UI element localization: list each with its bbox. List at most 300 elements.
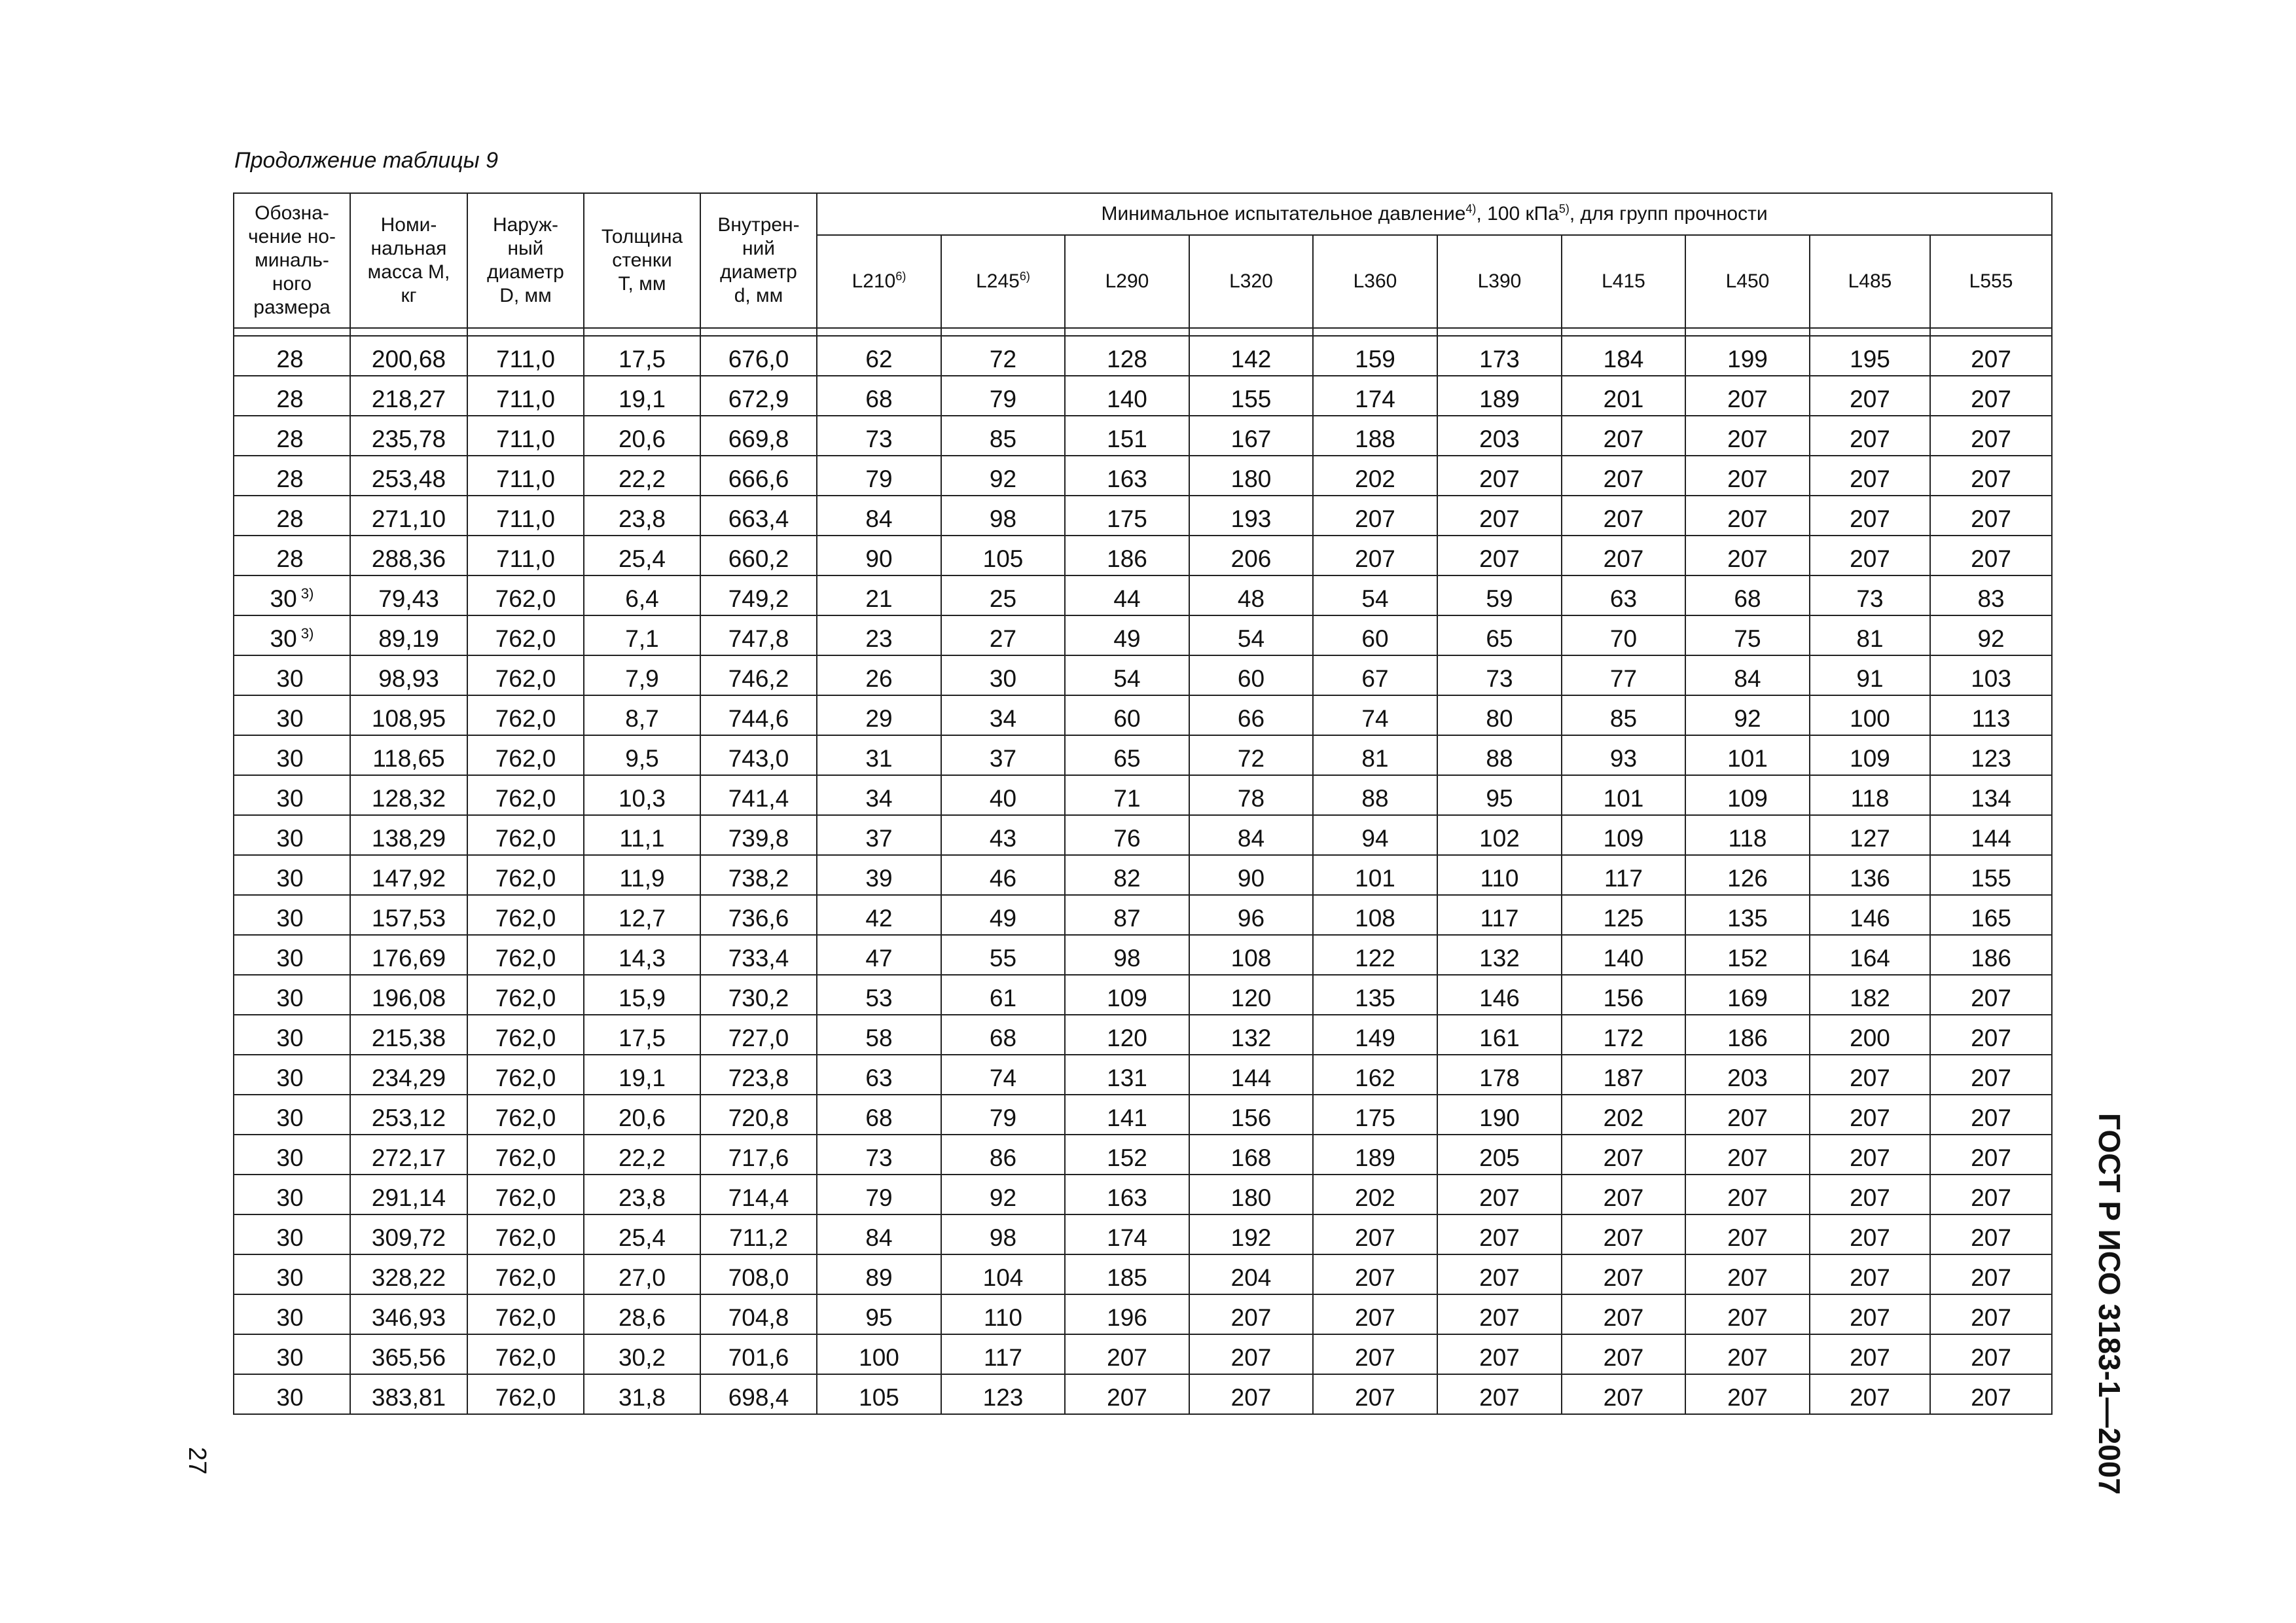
table-cell: 743,0 <box>700 735 817 775</box>
table-cell: 215,38 <box>350 1015 467 1055</box>
table-cell: 73 <box>1810 575 1930 615</box>
table-row <box>234 655 2052 695</box>
header-size: Обозна- чение но- миналь- ного размера <box>234 193 350 328</box>
table-cell: 79,43 <box>350 575 467 615</box>
size-cell: 30 <box>234 1015 350 1055</box>
table-cell: 207 <box>1562 1374 1685 1414</box>
table-cell: 101 <box>1685 735 1810 775</box>
grade-header-cell: L290 <box>1065 235 1189 328</box>
table-cell: 87 <box>1065 895 1189 935</box>
table-cell: 207 <box>1313 1214 1437 1254</box>
document-code: ГОСТ Р ИСО 3183-1—2007 <box>2092 1113 2126 1495</box>
table-cell: 68 <box>817 1095 941 1135</box>
table-row <box>234 895 2052 935</box>
table-cell: 74 <box>1313 695 1437 735</box>
table-cell: 88 <box>1437 735 1562 775</box>
table-cell: 717,6 <box>700 1135 817 1175</box>
table-cell: 200,68 <box>350 336 467 376</box>
table-cell: 207 <box>1810 1135 1930 1175</box>
table-cell: 271,10 <box>350 496 467 536</box>
table-cell: 61 <box>941 975 1065 1015</box>
table-cell: 83 <box>1930 575 2052 615</box>
table-cell: 122 <box>1313 935 1437 975</box>
table-cell: 711,0 <box>467 496 584 536</box>
table-cell: 207 <box>1562 1214 1685 1254</box>
table-cell: 123 <box>1930 735 2052 775</box>
table-cell: 762,0 <box>467 855 584 895</box>
size-cell: 30 <box>234 1294 350 1334</box>
table-cell: 207 <box>1810 1334 1930 1374</box>
table-cell: 207 <box>1313 1334 1437 1374</box>
table-cell: 60 <box>1065 695 1189 735</box>
table-cell: 42 <box>817 895 941 935</box>
table-cell: 730,2 <box>700 975 817 1015</box>
table-cell: 186 <box>1930 935 2052 975</box>
table-cell: 100 <box>1810 695 1930 735</box>
table-cell: 92 <box>1685 695 1810 735</box>
table-cell: 63 <box>1562 575 1685 615</box>
table-cell: 720,8 <box>700 1095 817 1135</box>
table-cell: 190 <box>1437 1095 1562 1135</box>
table-cell: 117 <box>1562 855 1685 895</box>
table-cell: 108,95 <box>350 695 467 735</box>
size-cell: 30 <box>234 1175 350 1214</box>
grade-header-cell: L320 <box>1189 235 1313 328</box>
table-row <box>234 1334 2052 1374</box>
table-cell: 65 <box>1437 615 1562 655</box>
table-cell: 20,6 <box>584 1095 700 1135</box>
table-cell: 207 <box>1930 1135 2052 1175</box>
table-cell: 738,2 <box>700 855 817 895</box>
header-wall-thickness: Толщина стенки T, мм <box>584 193 700 328</box>
table-cell: 79 <box>941 376 1065 416</box>
table-cell: 131 <box>1065 1055 1189 1095</box>
table-cell: 22,2 <box>584 456 700 496</box>
table-cell: 711,0 <box>467 376 584 416</box>
table-cell: 82 <box>1065 855 1189 895</box>
table-cell: 89 <box>817 1254 941 1294</box>
table-cell: 58 <box>817 1015 941 1055</box>
table-cell: 85 <box>1562 695 1685 735</box>
table-cell: 207 <box>1313 496 1437 536</box>
size-cell: 30 <box>234 1095 350 1135</box>
table-cell: 711,0 <box>467 416 584 456</box>
table-cell: 762,0 <box>467 1214 584 1254</box>
table-cell: 207 <box>1313 536 1437 575</box>
table-cell: 151 <box>1065 416 1189 456</box>
table-cell: 207 <box>1810 1374 1930 1414</box>
pressure-table <box>233 192 2053 1415</box>
table-cell: 28,6 <box>584 1294 700 1334</box>
table-cell: 207 <box>1685 1095 1810 1135</box>
table-cell: 698,4 <box>700 1374 817 1414</box>
table-cell: 207 <box>1562 456 1685 496</box>
table-cell: 84 <box>817 1214 941 1254</box>
page-number: 27 <box>183 1447 211 1475</box>
table-cell: 207 <box>1930 336 2052 376</box>
table-cell: 207 <box>1685 1214 1810 1254</box>
table-cell: 11,1 <box>584 815 700 855</box>
table-cell: 291,14 <box>350 1175 467 1214</box>
table-cell: 176,69 <box>350 935 467 975</box>
table-cell: 30,2 <box>584 1334 700 1374</box>
table-cell: 29 <box>817 695 941 735</box>
table-cell: 714,4 <box>700 1175 817 1214</box>
table-cell: 365,56 <box>350 1334 467 1374</box>
table-cell: 207 <box>1437 1374 1562 1414</box>
table-cell: 207 <box>1685 1175 1810 1214</box>
table-cell: 201 <box>1562 376 1685 416</box>
table-cell: 207 <box>1930 1015 2052 1055</box>
table-cell: 235,78 <box>350 416 467 456</box>
table-cell: 762,0 <box>467 1015 584 1055</box>
table-cell: 203 <box>1685 1055 1810 1095</box>
table-cell: 207 <box>1189 1374 1313 1414</box>
table-cell: 117 <box>941 1334 1065 1374</box>
table-cell: 207 <box>1930 1095 2052 1135</box>
table-cell: 207 <box>1810 1055 1930 1095</box>
table-cell: 71 <box>1065 775 1189 815</box>
table-cell: 89,19 <box>350 615 467 655</box>
table-cell: 132 <box>1189 1015 1313 1055</box>
table-cell: 747,8 <box>700 615 817 655</box>
grade-header-cell: L360 <box>1313 235 1437 328</box>
table-cell: 207 <box>1930 1254 2052 1294</box>
table-cell: 156 <box>1189 1095 1313 1135</box>
table-cell: 207 <box>1562 416 1685 456</box>
table-row <box>234 1135 2052 1175</box>
table-cell: 98 <box>1065 935 1189 975</box>
table-cell: 68 <box>1685 575 1810 615</box>
table-cell: 10,3 <box>584 775 700 815</box>
size-cell: 30 <box>234 1214 350 1254</box>
table-cell: 207 <box>1810 376 1930 416</box>
table-cell: 762,0 <box>467 655 584 695</box>
table-row <box>234 456 2052 496</box>
table-cell: 68 <box>817 376 941 416</box>
table-cell: 110 <box>1437 855 1562 895</box>
table-cell: 157,53 <box>350 895 467 935</box>
table-cell: 142 <box>1189 336 1313 376</box>
table-cell: 155 <box>1930 855 2052 895</box>
size-cell: 30 <box>234 855 350 895</box>
table-cell: 15,9 <box>584 975 700 1015</box>
table-row <box>234 1374 2052 1414</box>
table-cell: 660,2 <box>700 536 817 575</box>
size-cell: 30 <box>234 735 350 775</box>
table-cell: 128,32 <box>350 775 467 815</box>
table-cell: 25 <box>941 575 1065 615</box>
table-cell: 21 <box>817 575 941 615</box>
table-cell: 159 <box>1313 336 1437 376</box>
table-cell: 43 <box>941 815 1065 855</box>
table-cell: 711,0 <box>467 336 584 376</box>
table-cell: 39 <box>817 855 941 895</box>
size-cell: 28 <box>234 496 350 536</box>
table-cell: 90 <box>1189 855 1313 895</box>
table-cell: 165 <box>1930 895 2052 935</box>
table-cell: 152 <box>1065 1135 1189 1175</box>
table-cell: 708,0 <box>700 1254 817 1294</box>
table-cell: 207 <box>1685 1254 1810 1294</box>
size-cell: 30 <box>234 1254 350 1294</box>
table-cell: 23 <box>817 615 941 655</box>
table-cell: 253,12 <box>350 1095 467 1135</box>
table-row <box>234 416 2052 456</box>
table-cell: 105 <box>941 536 1065 575</box>
table-cell: 110 <box>941 1294 1065 1334</box>
grade-header-cell: L390 <box>1437 235 1562 328</box>
table-cell: 23,8 <box>584 1175 700 1214</box>
table-cell: 207 <box>1810 1175 1930 1214</box>
table-cell: 288,36 <box>350 536 467 575</box>
table-cell: 136 <box>1810 855 1930 895</box>
size-cell: 28 <box>234 376 350 416</box>
table-cell: 49 <box>941 895 1065 935</box>
table-cell: 85 <box>941 416 1065 456</box>
table-cell: 108 <box>1189 935 1313 975</box>
table-cell: 180 <box>1189 456 1313 496</box>
table-cell: 48 <box>1189 575 1313 615</box>
table-cell: 207 <box>1313 1254 1437 1294</box>
table-cell: 192 <box>1189 1214 1313 1254</box>
table-cell: 202 <box>1313 1175 1437 1214</box>
table-row <box>234 1254 2052 1294</box>
table-cell: 762,0 <box>467 975 584 1015</box>
grade-header-cell: L245$^{6)}$ <box>941 235 1065 328</box>
table-cell: 172 <box>1562 1015 1685 1055</box>
table-cell: 746,2 <box>700 655 817 695</box>
table-cell: 65 <box>1065 735 1189 775</box>
table-cell: 62 <box>817 336 941 376</box>
table-cell: 109 <box>1065 975 1189 1015</box>
table-cell: 161 <box>1437 1015 1562 1055</box>
table-cell: 92 <box>941 1175 1065 1214</box>
size-cell: 28 <box>234 416 350 456</box>
table-cell: 84 <box>817 496 941 536</box>
table-cell: 762,0 <box>467 1055 584 1095</box>
header-outer-diameter: Наруж- ный диаметр D, мм <box>467 193 584 328</box>
table-cell: 207 <box>1685 1334 1810 1374</box>
table-cell: 128 <box>1065 336 1189 376</box>
table-cell: 22,2 <box>584 1135 700 1175</box>
table-cell: 60 <box>1189 655 1313 695</box>
table-cell: 207 <box>1810 1095 1930 1135</box>
table-cell: 174 <box>1313 376 1437 416</box>
table-row <box>234 1015 2052 1055</box>
table-cell: 207 <box>1437 456 1562 496</box>
table-cell: 196 <box>1065 1294 1189 1334</box>
table-cell: 98 <box>941 1214 1065 1254</box>
table-cell: 762,0 <box>467 775 584 815</box>
table-cell: 207 <box>1685 1374 1810 1414</box>
table-cell: 711,0 <box>467 536 584 575</box>
table-cell: 17,5 <box>584 336 700 376</box>
table-cell: 762,0 <box>467 695 584 735</box>
table-row <box>234 376 2052 416</box>
table-row <box>234 615 2052 655</box>
table-cell: 77 <box>1562 655 1685 695</box>
table-cell: 14,3 <box>584 935 700 975</box>
table-cell: 67 <box>1313 655 1437 695</box>
table-cell: 147,92 <box>350 855 467 895</box>
table-row <box>234 815 2052 855</box>
table-cell: 207 <box>1930 496 2052 536</box>
header-separator <box>234 328 2052 336</box>
table-cell: 25,4 <box>584 536 700 575</box>
table-cell: 207 <box>1313 1294 1437 1334</box>
table-cell: 47 <box>817 935 941 975</box>
table-cell: 206 <box>1189 536 1313 575</box>
table-row <box>234 336 2052 376</box>
table-cell: 100 <box>817 1334 941 1374</box>
size-cell: 30 <box>234 1374 350 1414</box>
table-cell: 6,4 <box>584 575 700 615</box>
table-cell: 762,0 <box>467 1294 584 1334</box>
table-cell: 207 <box>1313 1374 1437 1414</box>
table-cell: 762,0 <box>467 735 584 775</box>
table-cell: 81 <box>1810 615 1930 655</box>
table-cell: 40 <box>941 775 1065 815</box>
table-cell: 207 <box>1685 1135 1810 1175</box>
table-row <box>234 536 2052 575</box>
table-cell: 195 <box>1810 336 1930 376</box>
table-cell: 199 <box>1685 336 1810 376</box>
table-cell: 73 <box>817 1135 941 1175</box>
table-cell: 383,81 <box>350 1374 467 1414</box>
table-cell: 739,8 <box>700 815 817 855</box>
table-cell: 118 <box>1810 775 1930 815</box>
table-cell: 79 <box>817 456 941 496</box>
table-cell: 140 <box>1562 935 1685 975</box>
table-cell: 207 <box>1065 1334 1189 1374</box>
table-cell: 94 <box>1313 815 1437 855</box>
table-row <box>234 695 2052 735</box>
table-cell: 207 <box>1437 1254 1562 1294</box>
table-cell: 96 <box>1189 895 1313 935</box>
table-cell: 207 <box>1562 496 1685 536</box>
table-cell: 253,48 <box>350 456 467 496</box>
size-cell: 30 <box>234 1055 350 1095</box>
table-cell: 37 <box>817 815 941 855</box>
table-cell: 711,2 <box>700 1214 817 1254</box>
table-cell: 84 <box>1189 815 1313 855</box>
table-cell: 108 <box>1313 895 1437 935</box>
table-cell: 72 <box>941 336 1065 376</box>
table-cell: 155 <box>1189 376 1313 416</box>
table-cell: 81 <box>1313 735 1437 775</box>
table-cell: 66 <box>1189 695 1313 735</box>
table-cell: 109 <box>1810 735 1930 775</box>
table-cell: 25,4 <box>584 1214 700 1254</box>
table-cell: 118,65 <box>350 735 467 775</box>
table-cell: 7,9 <box>584 655 700 695</box>
table-cell: 207 <box>1685 496 1810 536</box>
size-cell: 30 <box>234 655 350 695</box>
table-cell: 762,0 <box>467 1095 584 1135</box>
table-cell: 135 <box>1313 975 1437 1015</box>
table-cell: 180 <box>1189 1175 1313 1214</box>
table-cell: 204 <box>1189 1254 1313 1294</box>
size-cell: 30 <box>234 695 350 735</box>
table-cell: 207 <box>1810 496 1930 536</box>
table-cell: 168 <box>1189 1135 1313 1175</box>
table-cell: 207 <box>1562 1175 1685 1214</box>
table-cell: 118 <box>1685 815 1810 855</box>
table-cell: 140 <box>1065 376 1189 416</box>
table-cell: 93 <box>1562 735 1685 775</box>
table-cell: 98,93 <box>350 655 467 695</box>
table-cell: 207 <box>1685 416 1810 456</box>
table-cell: 185 <box>1065 1254 1189 1294</box>
table-cell: 103 <box>1930 655 2052 695</box>
table-cell: 202 <box>1313 456 1437 496</box>
header-test-pressure: Минимальное испытательное давление$^{4)}$, 100 кПа$^{5)}$, для групп прочности <box>817 193 2052 235</box>
table-cell: 91 <box>1810 655 1930 695</box>
size-cell: 28 <box>234 456 350 496</box>
table-cell: 78 <box>1189 775 1313 815</box>
grade-header-cell: L555 <box>1930 235 2052 328</box>
table-cell: 207 <box>1437 496 1562 536</box>
table-row <box>234 1055 2052 1095</box>
table-cell: 54 <box>1189 615 1313 655</box>
table-cell: 54 <box>1313 575 1437 615</box>
table-cell: 207 <box>1810 1214 1930 1254</box>
table-row <box>234 1294 2052 1334</box>
table-cell: 207 <box>1189 1334 1313 1374</box>
table-cell: 144 <box>1930 815 2052 855</box>
table-cell: 162 <box>1313 1055 1437 1095</box>
table-cell: 762,0 <box>467 935 584 975</box>
table-cell: 762,0 <box>467 1334 584 1374</box>
table-cell: 207 <box>1685 536 1810 575</box>
grade-header-cell: L210$^{6)}$ <box>817 235 941 328</box>
table-cell: 126 <box>1685 855 1810 895</box>
table-cell: 27 <box>941 615 1065 655</box>
table-cell: 207 <box>1810 1294 1930 1334</box>
table-cell: 127 <box>1810 815 1930 855</box>
table-cell: 184 <box>1562 336 1685 376</box>
table-cell: 109 <box>1562 815 1685 855</box>
table-cell: 46 <box>941 855 1065 895</box>
table-cell: 7,1 <box>584 615 700 655</box>
grade-header-cell: L450 <box>1685 235 1810 328</box>
table-cell: 19,1 <box>584 1055 700 1095</box>
table-cell: 90 <box>817 536 941 575</box>
table-cell: 109 <box>1685 775 1810 815</box>
table-row <box>234 855 2052 895</box>
table-cell: 202 <box>1562 1095 1685 1135</box>
table-cell: 762,0 <box>467 615 584 655</box>
table-cell: 663,4 <box>700 496 817 536</box>
table-cell: 63 <box>817 1055 941 1095</box>
table-cell: 101 <box>1313 855 1437 895</box>
table-cell: 207 <box>1562 1334 1685 1374</box>
table-cell: 149 <box>1313 1015 1437 1055</box>
table-cell: 203 <box>1437 416 1562 456</box>
table-cell: 193 <box>1189 496 1313 536</box>
table-cell: 79 <box>941 1095 1065 1135</box>
table-cell: 207 <box>1562 1135 1685 1175</box>
table-cell: 26 <box>817 655 941 695</box>
table-cell: 163 <box>1065 1175 1189 1214</box>
table-cell: 54 <box>1065 655 1189 695</box>
table-cell: 49 <box>1065 615 1189 655</box>
table-cell: 207 <box>1930 1334 2052 1374</box>
size-cell: 30 <box>234 895 350 935</box>
table-row <box>234 1095 2052 1135</box>
table-cell: 163 <box>1065 456 1189 496</box>
